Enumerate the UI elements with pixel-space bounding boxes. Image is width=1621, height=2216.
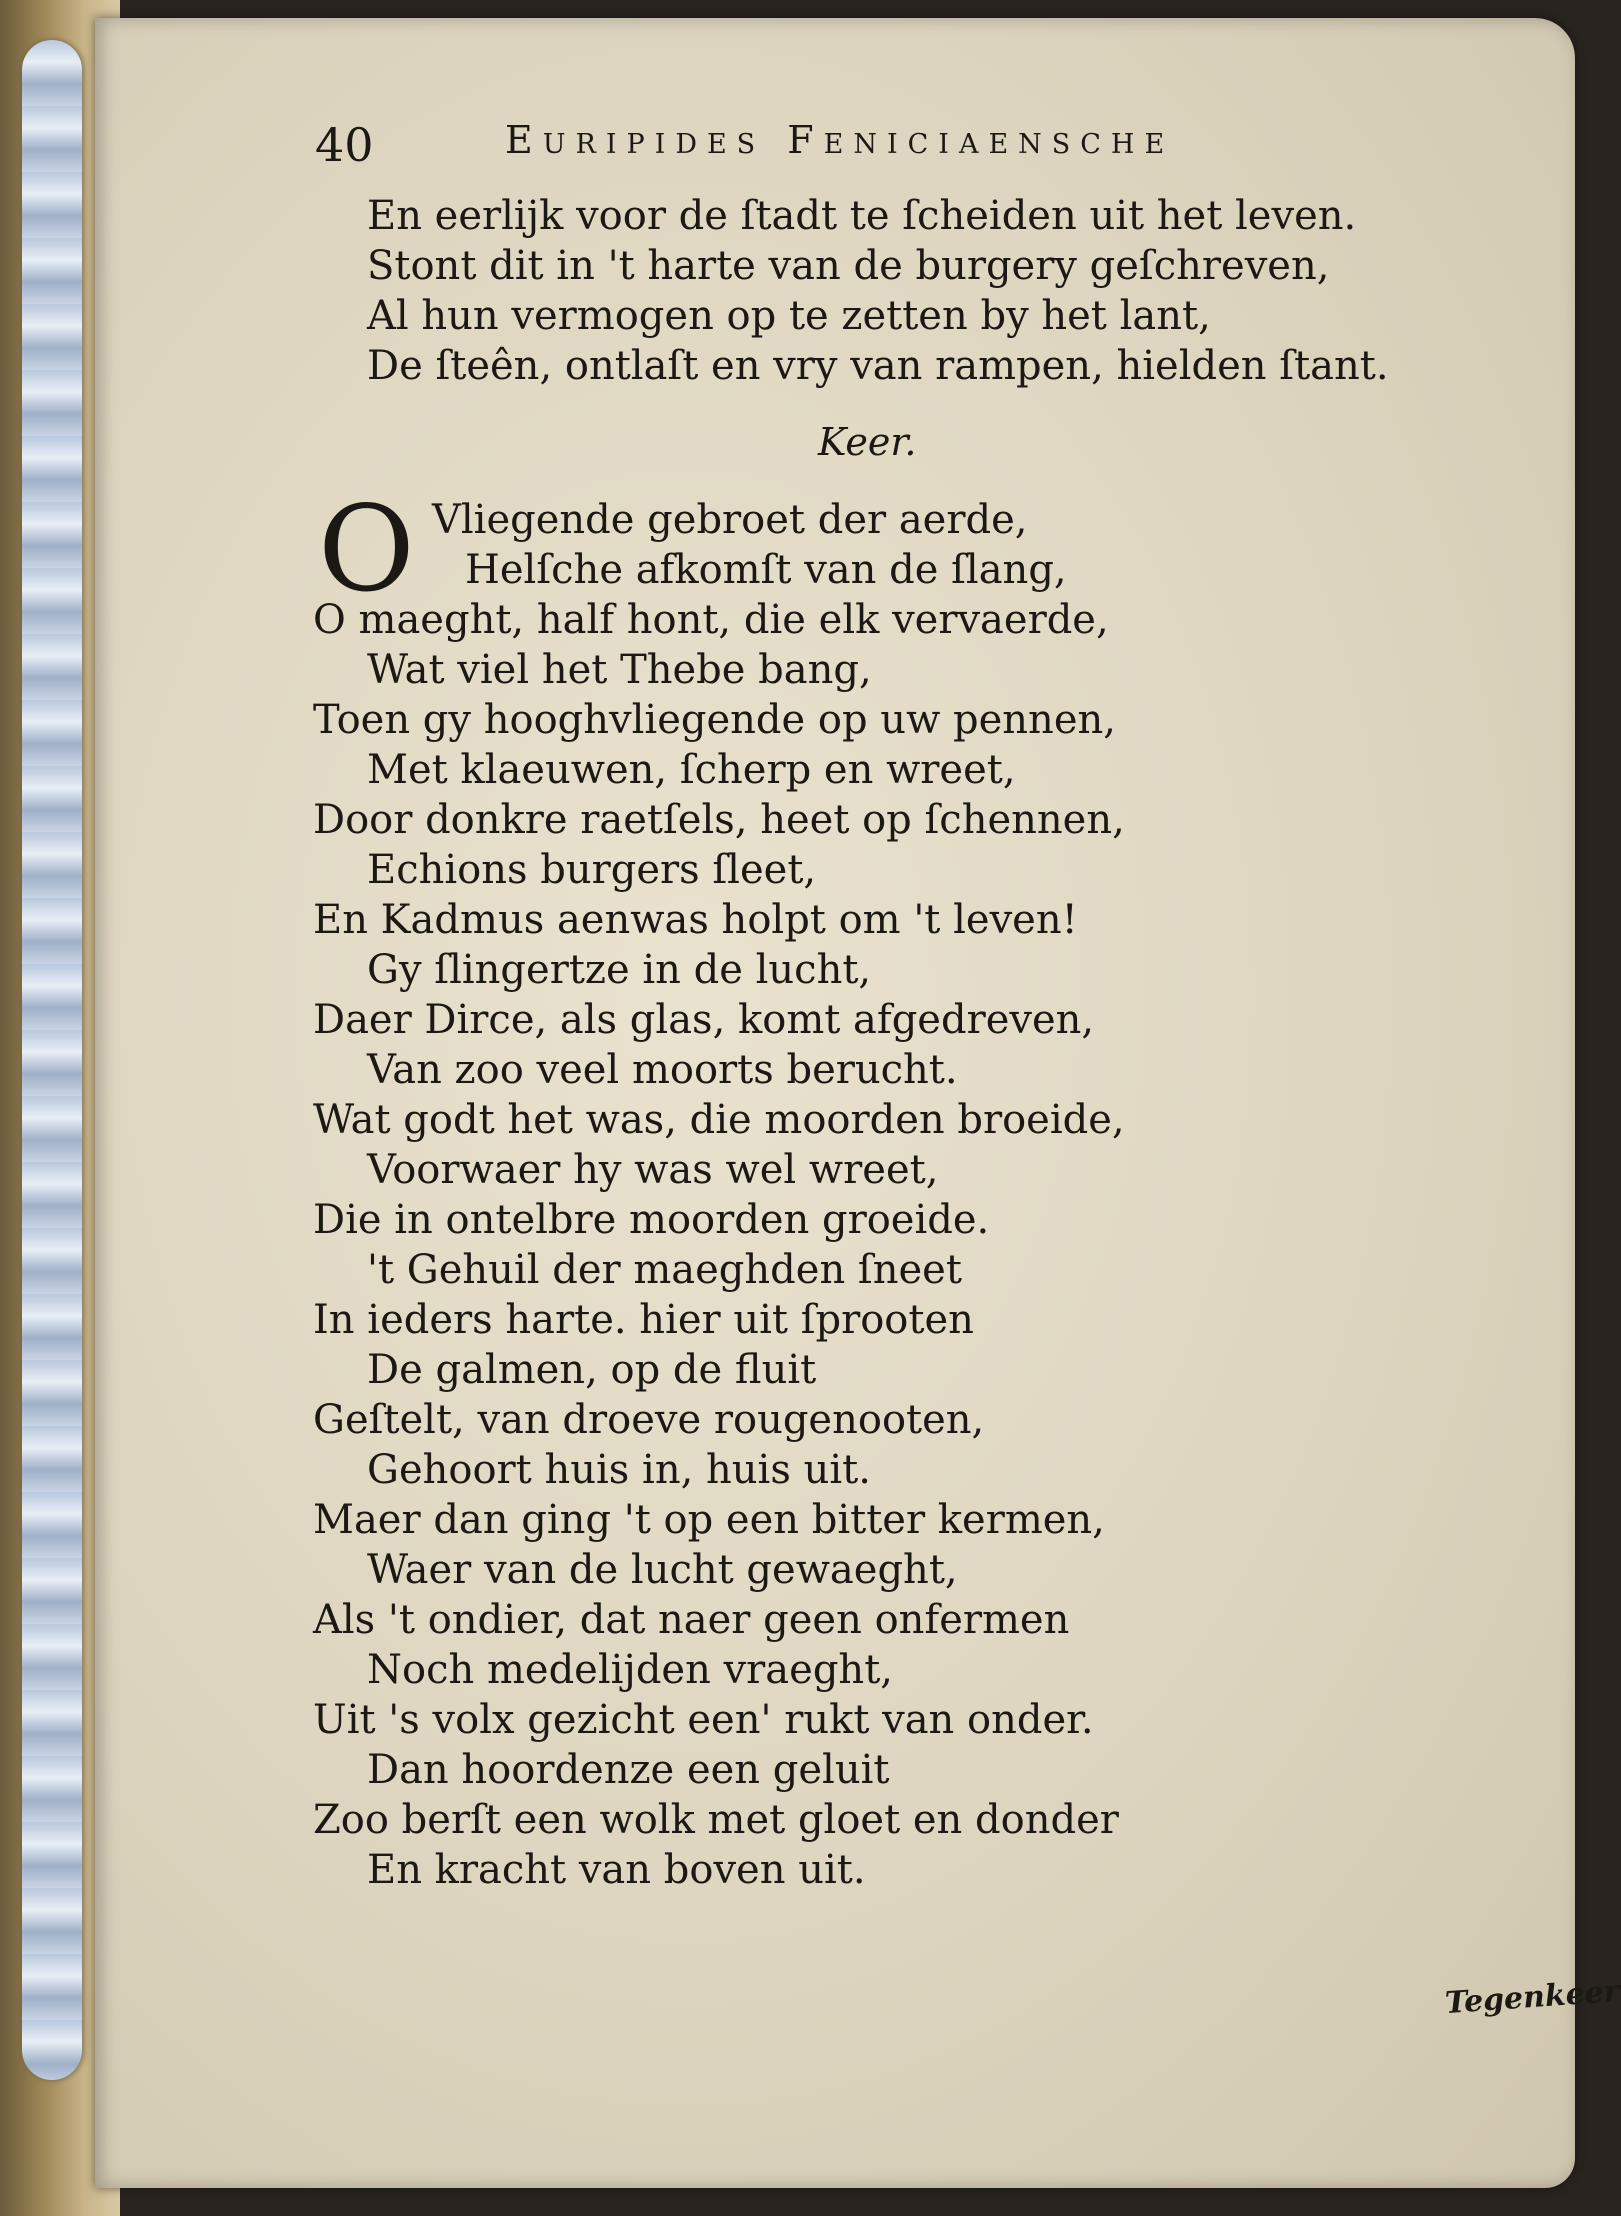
stanza-line: Maer dan ging 't op een bitter kermen, xyxy=(313,1497,1105,1543)
stanza-line: Vliegende gebroet der aerde, xyxy=(432,497,1028,543)
stanza-line: Toen gy hooghvliegende op uw pennen, xyxy=(313,697,1116,743)
stanza-line: Voorwaer hy was wel wreet, xyxy=(367,1147,939,1193)
stanza-line: En kracht van boven uit. xyxy=(367,1847,866,1893)
stanza-line: Als 't ondier, dat naer geen onfermen xyxy=(313,1597,1070,1643)
stanza-line: Wat viel het Thebe bang, xyxy=(367,647,872,693)
stanza-line: Gehoort huis in, huis uit. xyxy=(367,1447,871,1493)
drop-cap: O xyxy=(318,480,415,618)
stanza-line: Door donkre raetſels, heet op ſchennen, xyxy=(313,797,1125,843)
stanza-line: Daer Dirce, als glas, komt afgedreven, xyxy=(313,997,1095,1043)
stanza-line: Geſtelt, van droeve rougenooten, xyxy=(313,1397,985,1443)
stanza-line: De galmen, op de fluit xyxy=(367,1347,817,1393)
running-title: Euripides Feniciaensche xyxy=(505,118,1175,162)
stanza-line: Van zoo veel moorts berucht. xyxy=(367,1047,958,1093)
stanza-line: Dan hoordenze een geluit xyxy=(367,1747,890,1793)
section-heading: Keer. xyxy=(818,420,917,464)
stanza-line: Noch medelijden vraeght, xyxy=(367,1647,893,1693)
stanza-line: 't Gehuil der maeghden ſneet xyxy=(367,1247,962,1293)
stanza-line: Gy ſlingertze in de lucht, xyxy=(367,947,872,993)
stanza-line: In ieders harte. hier uit ſprooten xyxy=(313,1297,974,1343)
stanza-line: Met klaeuwen, ſcherp en wreet, xyxy=(367,747,1016,793)
opening-line: Al hun vermogen op te zetten by het lant, xyxy=(367,293,1211,339)
stanza-line: Uit 's volx gezicht een' rukt van onder. xyxy=(313,1697,1094,1743)
stanza-line: Wat godt het was, die moorden broeide, xyxy=(313,1097,1125,1143)
stanza-line: Waer van de lucht gewaeght, xyxy=(367,1547,958,1593)
stanza-line: O maeght, half hont, die elk vervaerde, xyxy=(313,597,1109,643)
stanza-line: Zoo berſt een wolk met gloet en donder xyxy=(313,1797,1119,1843)
stanza-line: En Kadmus aenwas holpt om 't leven! xyxy=(313,897,1078,943)
stanza-line: Helſche afkomſt van de ſlang, xyxy=(465,547,1067,593)
catchword: Tegenkeer xyxy=(1443,1973,1621,2022)
opening-line: En eerlijk voor de ſtadt te ſcheiden uit het leven. xyxy=(367,193,1357,239)
stanza-line: Die in ontelbre moorden groeide. xyxy=(313,1197,990,1243)
opening-line: De ſteên, ontlaſt en vry van rampen, hielden ſtant. xyxy=(367,343,1389,389)
page-number: 40 xyxy=(315,118,374,172)
stanza-line: Echions burgers ſleet, xyxy=(367,847,817,893)
opening-line: Stont dit in 't harte van de burgery geſchreven, xyxy=(367,243,1330,289)
